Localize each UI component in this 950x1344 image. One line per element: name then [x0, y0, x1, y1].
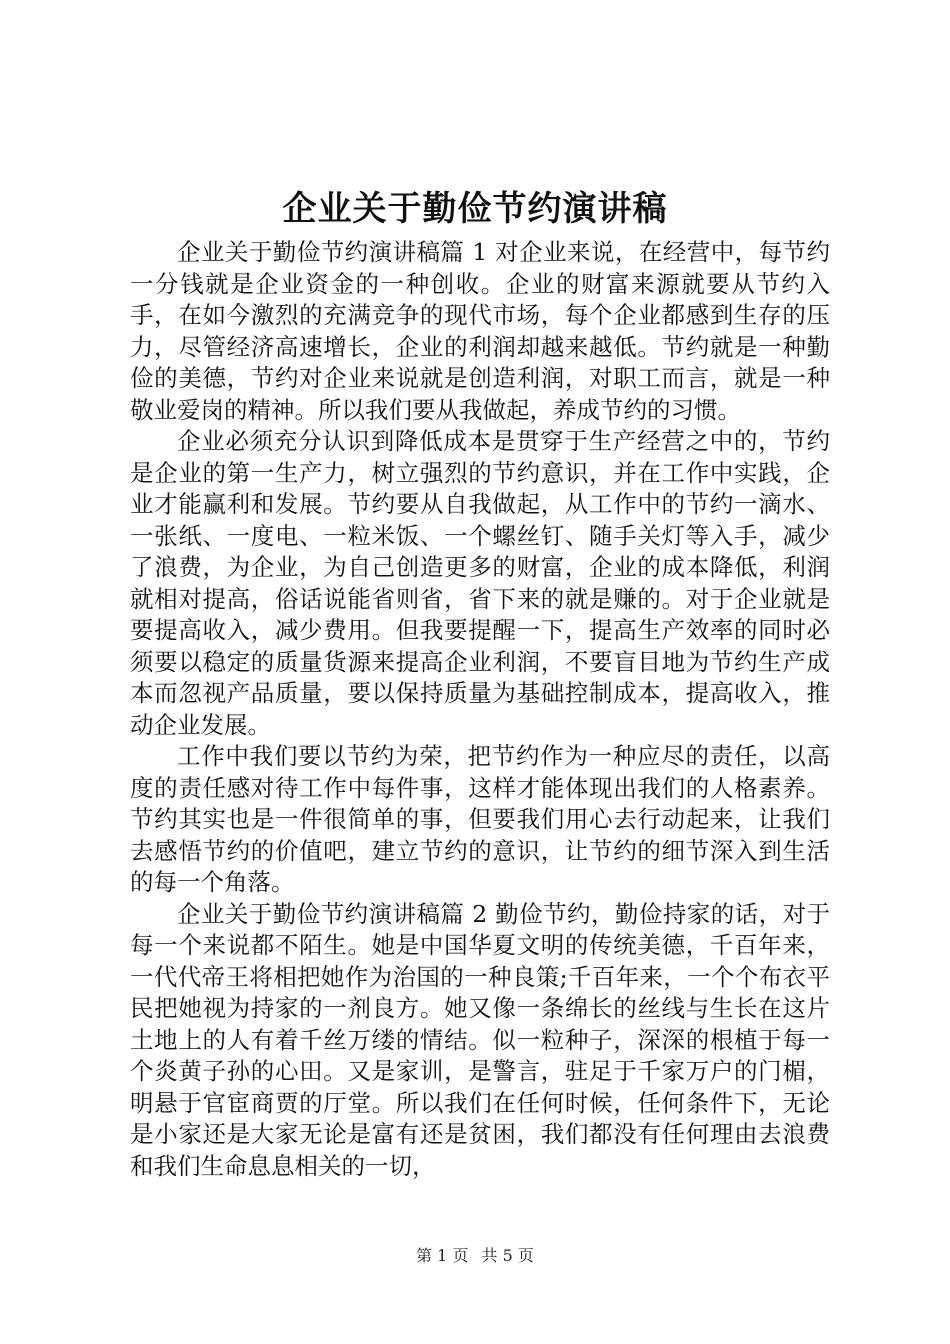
document-body — [130, 237, 830, 1182]
page-number: 第 1 页 — [416, 1246, 469, 1265]
paragraph-4: 企业关于勤俭节约演讲稿篇 2 勤俭节约，勤俭持家的话，对于每一个来说都不陌生。她是中国华夏文明的传统美德，千百年来，一代代帝王将相把她作为治国的一种良策;千百年来，一个个布衣平民把她视为持家的一剂良方。她又像一条绵长的丝线与生长在这片土地上的人有着千丝万缕的情结。似一粒种子，深深的根植于每一个炎黄子孙的心田。又是家训，是警言，驻足于千家万户的门楣，明悬于官宦商贾的厅堂。所以我们在任何时候，任何条件下，无论是小家还是大家无论是富有还是贫困，我们都没有任何理由去浪费和我们生命息息相关的一切， — [130, 899, 830, 1180]
page-total: 共 5 页 — [481, 1246, 534, 1265]
page-footer — [0, 1245, 950, 1267]
document-title: 企业关于勤俭节约演讲稿 — [282, 189, 668, 229]
paragraph-2: 企业必须充分认识到降低成本是贯穿于生产经营之中的，节约是企业的第一生产力，树立强烈的节约意识，并在工作中实践，企业才能赢利和发展。节约要从自我做起，从工作中的节约一滴水、一张纸、一度电、一粒米饭、一个螺丝钉、随手关灯等入手，减少了浪费，为企业，为自己创造更多的财富，企业的成本降低，利润就相对提高，俗话说能省则省，省下来的就是赚的。对于企业就是要提高收入，减少费用。但我要提醒一下，提高生产效率的同时必须要以稳定的质量货源来提高企业利润，不要盲目地为节约生产成本而忽视产品质量，要以保持质量为基础控制成本，提高收入，推动企业发展。 — [130, 427, 830, 739]
paragraph-1: 企业关于勤俭节约演讲稿篇 1 对企业来说，在经营中，每节约一分钱就是企业资金的一种创收。企业的财富来源就要从节约入手，在如今激烈的充满竞争的现代市场，每个企业都感到生存的压力，尽管经济高速增长，企业的利润却越来越低。节约就是一种勤俭的美德，节约对企业来说就是创造利润，对职工而言，就是一种敬业爱岗的精神。所以我们要从我做起，养成节约的习惯。 — [130, 238, 830, 424]
paragraph-3: 工作中我们要以节约为荣，把节约作为一种应尽的责任，以高度的责任感对待工作中每件事，这样才能体现出我们的人格素养。节约其实也是一件很简单的事，但要我们用心去行动起来，让我们去感悟节约的价值吧，建立节约的意识，让节约的细节深入到生活的每一个角落。 — [130, 742, 830, 896]
